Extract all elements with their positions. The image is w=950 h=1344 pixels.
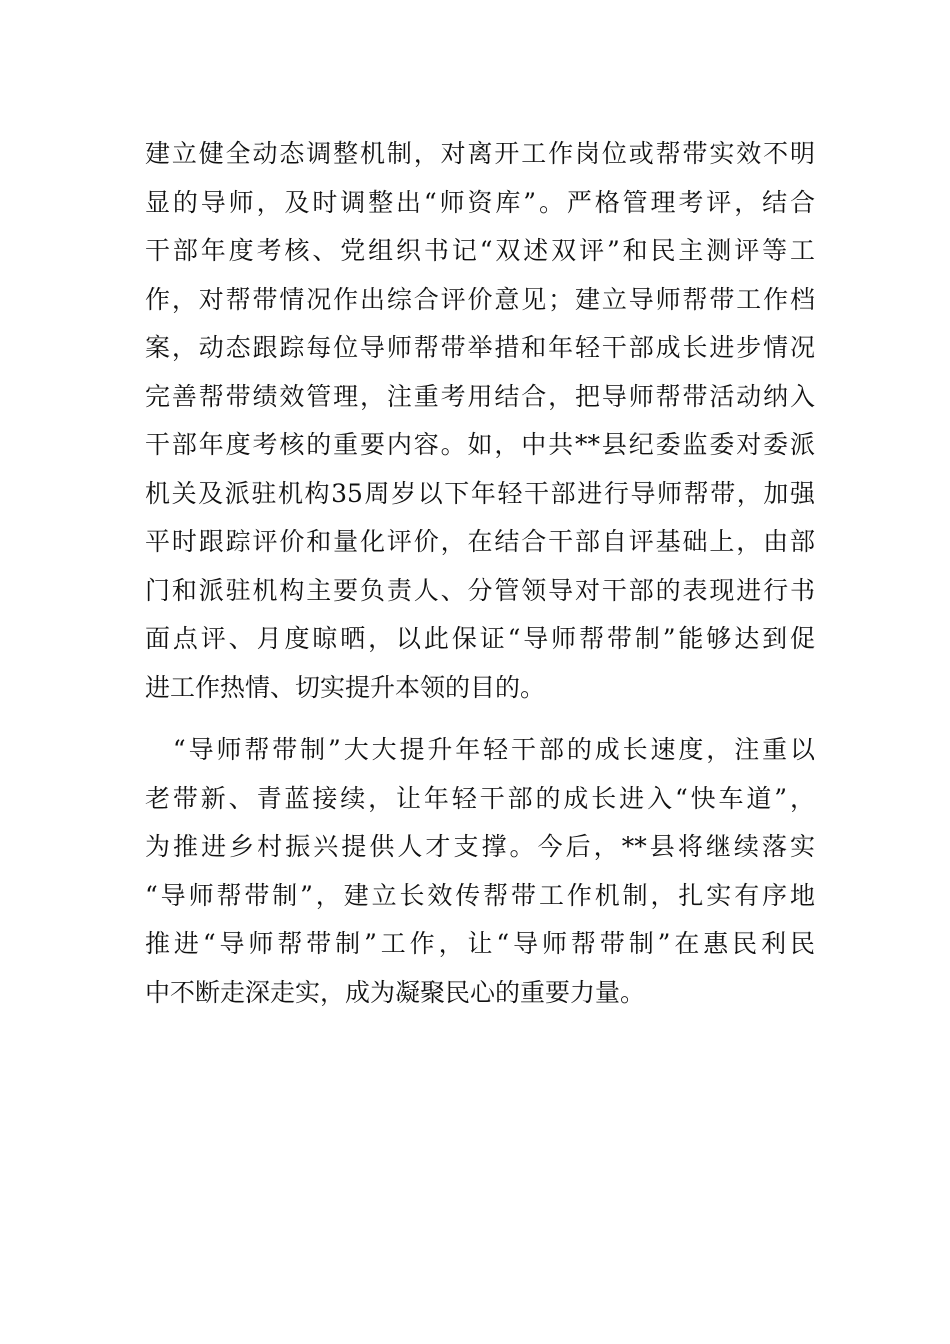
paragraph-line: 显的导师，及时调整出“师资库”。严格管理考评，结合 [145, 187, 815, 217]
paragraph-line: 干部年度考核、党组织书记“双述双评”和民主测评等工 [145, 236, 815, 265]
paragraph-line: 中不断走深走实，成为凝聚民心的重要力量。 [145, 977, 646, 1007]
paragraph-spacer [145, 712, 815, 726]
paragraph-line: 门和派驻机构主要负责人、分管领导对干部的表现进行书 [145, 575, 815, 605]
document-body [145, 130, 815, 1017]
paragraph-line: 老带新、青蓝接续，让年轻干部的成长进入“快车道”， [145, 783, 815, 813]
paragraph-2 [145, 726, 815, 1017]
paragraph-line: 案，动态跟踪每位导师帮带举措和年轻干部成长进步情况 [145, 333, 815, 362]
paragraph-line: 面点评、月度晾晒，以此保证“导师帮带制”能够达到促 [145, 624, 815, 653]
paragraph-line: “导师帮带制”大大提升年轻干部的成长速度，注重以 [145, 735, 815, 764]
paragraph-line: 平时跟踪评价和量化评价，在结合干部自评基础上，由部 [145, 527, 815, 556]
paragraph-line: 建立健全动态调整机制，对离开工作岗位或帮带实效不明 [145, 139, 815, 168]
paragraph-line: “导师帮带制”，建立长效传帮带工作机制，扎实有序地 [145, 880, 815, 910]
paragraph-line: 为推进乡村振兴提供人才支撑。今后，**县将继续落实 [145, 832, 815, 861]
paragraph-line: 推进“导师帮带制”工作，让“导师帮带制”在惠民利民 [145, 929, 815, 958]
paragraph-line: 干部年度考核的重要内容。如，中共**县纪委监委对委派 [145, 430, 815, 459]
paragraph-line: 进工作热情、切实提升本领的目的。 [145, 672, 546, 702]
paragraph-1 [145, 130, 815, 712]
paragraph-line: 作，对帮带情况作出综合评价意见；建立导师帮带工作档 [145, 284, 815, 314]
paragraph-line: 完善帮带绩效管理，注重考用结合，把导师帮带活动纳入 [145, 381, 815, 411]
paragraph-line: 机关及派驻机构35周岁以下年轻干部进行导师帮带，加强 [145, 478, 815, 508]
